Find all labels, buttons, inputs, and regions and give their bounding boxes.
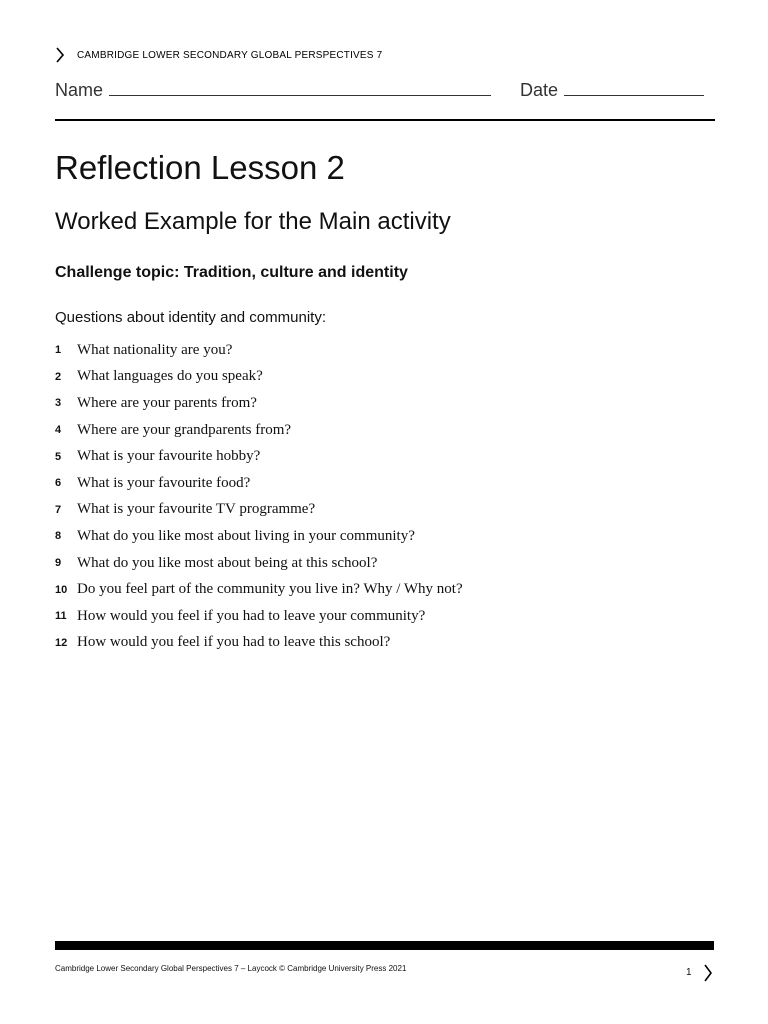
- chevron-right-icon: [55, 47, 65, 63]
- questions-intro: Questions about identity and community:: [55, 309, 326, 326]
- question-text: What is your favourite hobby?: [77, 448, 261, 465]
- question-number: 6: [55, 477, 62, 490]
- name-field[interactable]: [55, 80, 491, 101]
- question-text: What do you like most about living in your community?: [77, 527, 415, 544]
- question-text: What is your favourite food?: [77, 474, 251, 491]
- chevron-right-icon[interactable]: [703, 964, 713, 982]
- question-text: Where are your grandparents from?: [77, 421, 292, 438]
- question-text: Where are your parents from?: [77, 394, 257, 411]
- list-item: [55, 390, 695, 417]
- name-label: Name: [55, 80, 104, 100]
- list-item: [55, 576, 695, 603]
- date-label: Date: [520, 80, 559, 100]
- question-number: 1: [55, 344, 62, 357]
- date-blank[interactable]: [564, 81, 704, 96]
- question-text: Do you feel part of the community you live in? Why / Why not?: [77, 581, 463, 598]
- challenge-topic: Challenge topic: Tradition, culture and identity: [55, 264, 408, 281]
- list-item: [55, 337, 695, 364]
- question-number: 10: [55, 583, 68, 596]
- question-number: 8: [55, 530, 62, 543]
- list-item: [55, 443, 695, 470]
- page-number: 1: [686, 967, 692, 978]
- name-blank[interactable]: [109, 81, 491, 96]
- list-item: [55, 523, 695, 550]
- question-number: 2: [55, 370, 62, 383]
- list-item: [55, 603, 695, 630]
- question-text: What is your favourite TV programme?: [77, 501, 316, 518]
- list-item: [55, 550, 695, 577]
- footer-divider: [55, 941, 714, 950]
- question-number: 5: [55, 450, 62, 463]
- question-number: 3: [55, 397, 62, 410]
- question-number: 9: [55, 557, 62, 570]
- page-subtitle: Worked Example for the Main activity: [55, 208, 451, 235]
- question-number: 12: [55, 636, 68, 649]
- question-list: [55, 337, 695, 656]
- list-item: [55, 497, 695, 524]
- footer-citation: Cambridge Lower Secondary Global Perspectives 7 – Laycock © Cambridge University Press 2021: [55, 964, 407, 973]
- header-divider: [55, 119, 715, 121]
- question-text: What languages do you speak?: [77, 368, 263, 385]
- question-text: What do you like most about being at this school?: [77, 554, 378, 571]
- list-item: [55, 364, 695, 391]
- series-title: CAMBRIDGE LOWER SECONDARY GLOBAL PERSPECTIVES 7: [77, 50, 383, 61]
- page-title: Reflection Lesson 2: [55, 149, 345, 186]
- question-text: How would you feel if you had to leave this school?: [77, 634, 391, 651]
- list-item: [55, 470, 695, 497]
- question-number: 11: [55, 610, 67, 623]
- question-text: How would you feel if you had to leave your community?: [77, 607, 426, 624]
- question-text: What nationality are you?: [77, 341, 233, 358]
- question-number: 4: [55, 424, 62, 437]
- list-item: [55, 630, 695, 657]
- question-number: 7: [55, 503, 62, 516]
- list-item: [55, 417, 695, 444]
- date-field[interactable]: [520, 80, 704, 101]
